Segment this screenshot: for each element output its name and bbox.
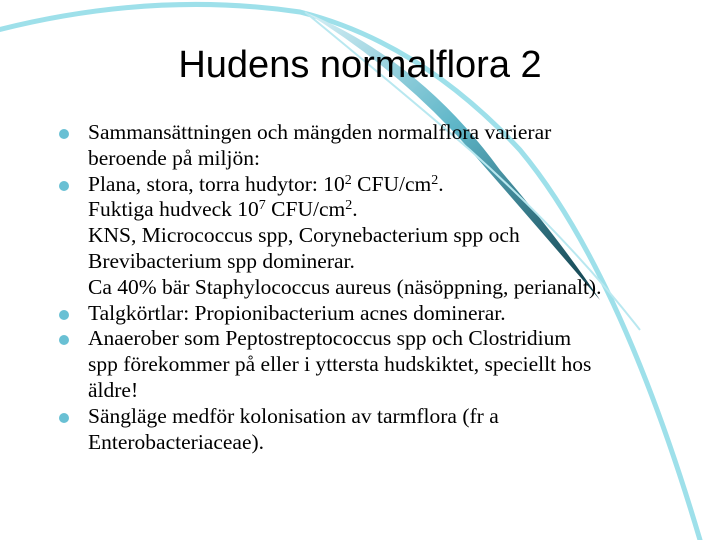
bullet-dot-icon	[59, 129, 69, 139]
bullet-text-line: Talgkörtlar: Propionibacterium acnes dominerar.	[88, 300, 506, 325]
bullet-dot-icon	[59, 413, 69, 423]
bullet-list	[58, 120, 698, 455]
slide-title: Hudens normalflora 2	[178, 44, 542, 86]
bullet-text-line: Enterobacteriaceae).	[88, 429, 265, 454]
bullet-text-line: spp förekommer på eller i yttersta hudskiktet, speciellt hos	[88, 352, 592, 377]
bullet-item	[58, 404, 698, 456]
bullet-dot-icon	[59, 335, 69, 345]
bullet-item	[58, 172, 698, 301]
bullet-text-line: Fuktiga hudveck $10^7$ CFU/$cm^2$.	[88, 197, 358, 222]
bullet-dot-icon	[59, 181, 69, 191]
bullet-text-line: KNS, Micrococcus spp, Corynebacterium spp och	[88, 223, 520, 248]
bullet-text-line: Ca 40% bär Staphylococcus aureus (näsöppning, perianalt).	[88, 274, 602, 299]
bullet-item	[58, 326, 698, 403]
bullet-text-line: Sammansättningen och mängden normalflora varierar	[88, 120, 552, 144]
bullet-text-line: Sängläge medför kolonisation av tarmflora (fr a	[88, 403, 499, 428]
bullet-text-line: Plana, stora, torra hudytor: $10^2$ CFU/$cm^2$.	[88, 171, 444, 196]
bullet-text-line: äldre!	[88, 377, 139, 402]
bullet-text-line: Brevibacterium spp dominerar.	[88, 248, 355, 273]
bullet-text-line: beroende på miljön:	[88, 145, 260, 170]
bullet-text-line: Anaerober som Peptostreptococcus spp och Clostridium	[88, 326, 572, 351]
bullet-dot-icon	[59, 310, 69, 320]
bullet-item	[58, 120, 698, 172]
bullet-item	[58, 301, 698, 327]
